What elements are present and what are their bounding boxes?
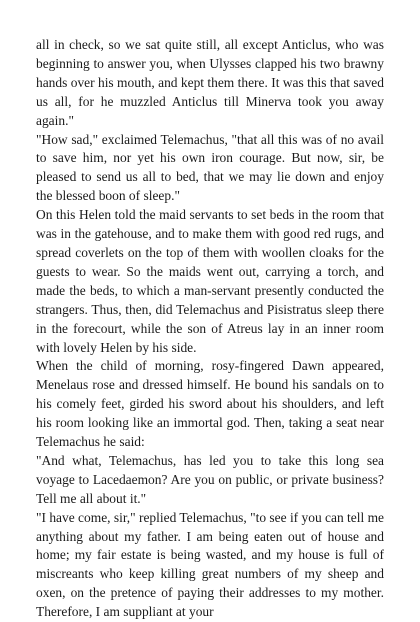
paragraph-1: all in check, so we sat quite still, all except Anticlus, who was beginning to answer you, when Ulysses clapped his two brawny hands over his mouth, and kept them there. It was this that saved us all, for he muzzled Anticlus till Minerva took you away again." (36, 37, 384, 128)
paragraph-2: "How sad," exclaimed Telemachus, "that all this was of no avail to save him, nor yet his own iron courage. But now, sir, be pleased to send us all to bed, that we may lie down and enjoy the blessed boon of sleep." (36, 131, 384, 204)
paragraph-3: On this Helen told the maid servants to set beds in the room that was in the gatehouse, and to make them with good red rugs, and spread coverlets on the top of them with woollen cloaks for the guests to wear. So the maids went out, carrying a torch, and made the beds, to which a man-servant presently conducted the strangers. Thus, then, did Telemachus and Pisistratus sleep there in the forecourt, while the son of Atreus lay in an inner room with lovely Helen by his side. (36, 207, 384, 355)
paragraph-6: "I have come, sir," replied Telemachus, "to see if you can tell me anything about my father. I am being eaten out of house and home; my fair estate is being wasted, and my house is full of miscreants who keep killing great numbers of my sheep and oxen, on the pretence of paying their addresses to my mother. Therefore, I am suppliant at your (36, 509, 384, 620)
document-page (36, 36, 384, 622)
paragraph-4: When the child of morning, rosy-fingered Dawn appeared, Menelaus rose and dressed himself. He bound his sandals on to his comely feet, girded his sword about his shoulders, and left his room looking like an immortal god. Then, taking a seat near Telemachus he said: (36, 358, 384, 450)
paragraph-5: "And what, Telemachus, has led you to take this long sea voyage to Lacedaemon? Are you on public, or private business? Tell me all about it." (36, 452, 384, 506)
